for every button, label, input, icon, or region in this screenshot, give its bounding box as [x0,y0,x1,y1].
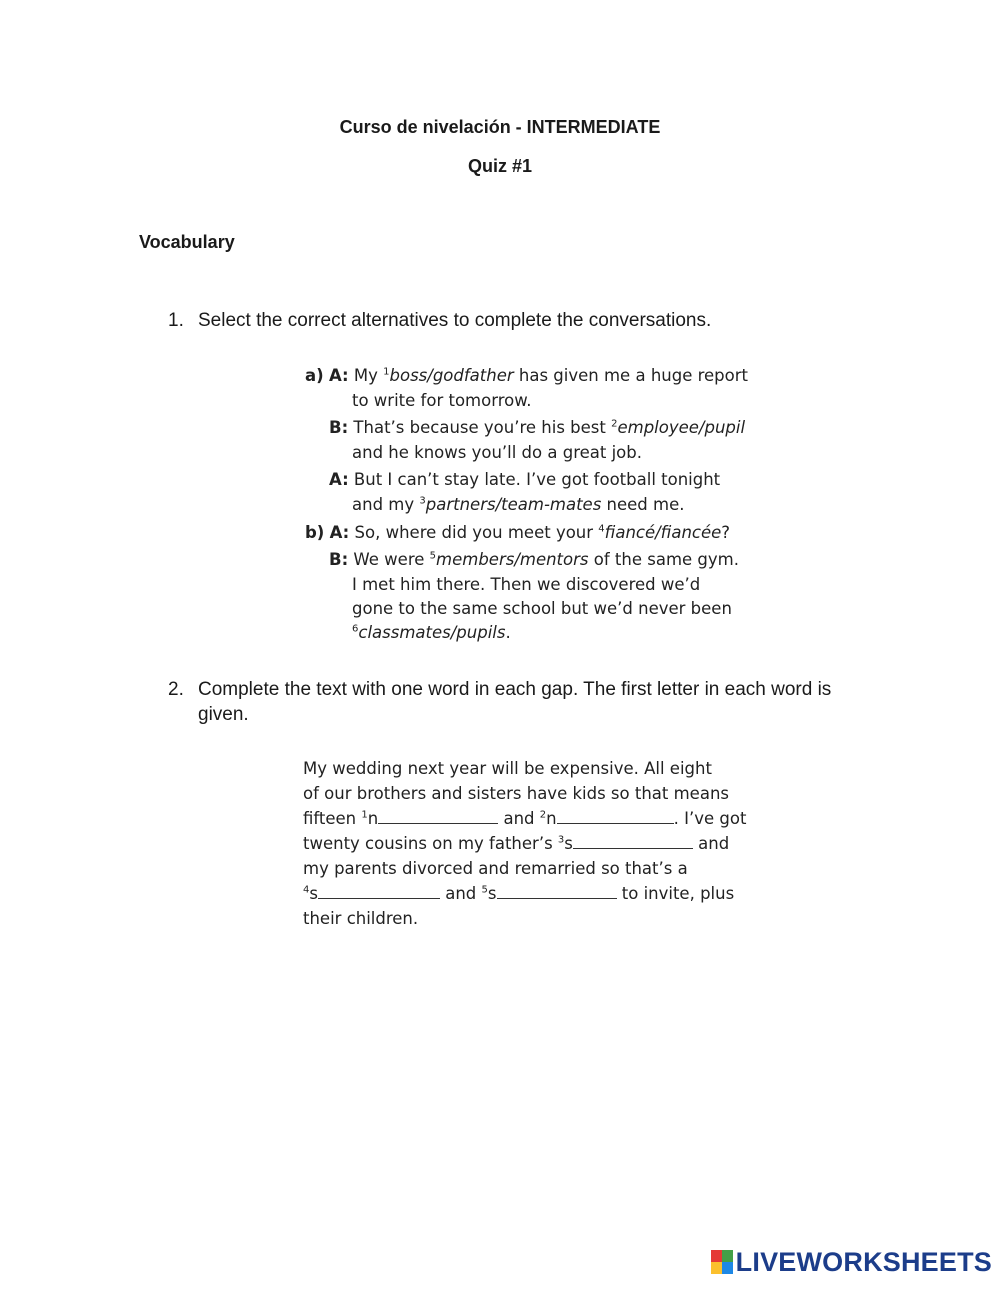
option-choice[interactable]: employee/pupil [617,418,746,437]
question-instruction: Complete the text with one word in each gap. The first letter in each word is given. [198,679,832,725]
question-instruction: Select the correct alternatives to complete the conversations. [198,310,712,331]
answer-gap-3[interactable] [573,834,693,849]
para-line: twenty cousins on my father’s $^3$s and [303,834,730,853]
question-2 [168,677,868,737]
conv-line: A: But I can’t stay late. I’ve got football tonight [329,470,721,489]
conv-line: and my $^3$partners/team-mates need me. [352,495,685,514]
answer-gap-5[interactable] [497,884,617,899]
question-1 [168,308,868,338]
conv-line: $^6$classmates/pupils. [352,623,511,642]
conv-line: a) A: My $^1$boss/godfather has given me a huge report [305,366,748,385]
conv-line: b) A: So, where did you meet your $^4$fiancé/fiancée? [305,523,731,542]
para-line: of our brothers and sisters have kids so that means [303,784,729,803]
quiz-subtitle: Quiz #1 [467,156,533,176]
conv-line: gone to the same school but we’d never been [352,599,732,618]
option-choice[interactable]: partners/team-mates [425,495,602,514]
conv-line: I met him there. Then we discovered we’d [352,575,701,594]
option-choice[interactable]: members/mentors [436,550,589,569]
conv-line: to write for tomorrow. [352,391,532,410]
para-line: My wedding next year will be expensive. All eight [303,759,712,778]
para-line: their children. [303,909,419,928]
answer-gap-4[interactable] [318,884,440,899]
logo-icon [711,1250,733,1274]
question-number: 2. [168,679,184,700]
liveworksheets-logo [711,1247,992,1277]
question-number: 1. [168,310,184,331]
option-choice[interactable]: classmates/pupils [358,623,506,642]
para-line: $^4$s and $^5$s to invite, plus [303,884,735,903]
conv-line: B: That’s because you’re his best $^2$employee/pupil [329,418,746,437]
section-title: Vocabulary [139,232,235,252]
para-line: my parents divorced and remarried so that’s a [303,859,688,878]
conv-line: B: We were $^5$members/mentors of the same gym. [329,550,739,569]
conv-line: and he knows you’ll do a great job. [352,443,642,462]
logo-text: LIVEWORKSHEETS [735,1246,992,1277]
answer-gap-1[interactable] [378,809,498,824]
option-choice[interactable]: boss/godfather [389,366,514,385]
answer-gap-2[interactable] [557,809,674,824]
page-title: Curso de nivelación - INTERMEDIATE [339,117,661,137]
para-line: fifteen $^1$n and $^2$n . I’ve got [303,809,747,828]
option-choice[interactable]: fiancé/fiancée [604,523,722,542]
